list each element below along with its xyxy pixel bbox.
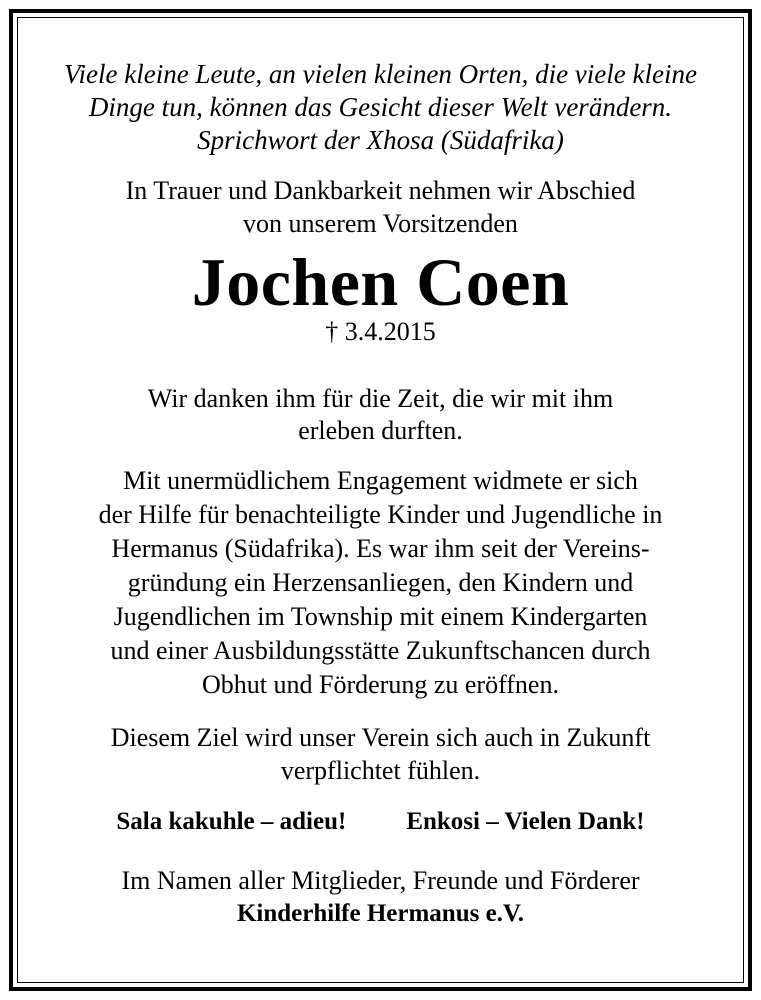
goal-paragraph (30, 721, 731, 787)
body-line: der Hilfe für benachteiligte Kinder und Jugendliche in (98, 500, 663, 529)
farewell-intro (30, 174, 731, 240)
obituary-notice (30, 58, 731, 930)
signoff (30, 864, 731, 930)
farewell-phrases (30, 807, 731, 837)
farewell-right: Enkosi – Vielen Dank! (406, 808, 645, 835)
goal-line: Diesem Ziel wird unser Verein sich auch in Zukunft (110, 723, 651, 752)
intro-line: In Trauer und Dankbarkeit nehmen wir Abschied (125, 176, 636, 205)
deceased-name: Jochen Coen (191, 244, 570, 320)
intro-line: von unserem Vorsitzenden (243, 209, 518, 238)
organization-name: Kinderhilfe Hermanus e.V. (236, 900, 525, 927)
goal-line: verpflichtet fühlen. (280, 756, 481, 785)
body-line: Hermanus (Südafrika). Es war ihm seit der Vereins- (111, 534, 650, 563)
body-line: gründung ein Herzensanliegen, den Kindern und (127, 568, 634, 597)
quote-source: Sprichwort der Xhosa (Südafrika) (197, 125, 564, 155)
body-line: und einer Ausbildungsstätte Zukunftschancen durch (110, 636, 651, 665)
farewell-left: Sala kakuhle – adieu! (116, 808, 347, 835)
death-date: † 3.4.2015 (325, 317, 436, 346)
engagement-paragraph (30, 464, 731, 702)
body-line: Jugendlichen im Township mit einem Kindergarten (113, 602, 648, 631)
body-line: Mit unermüdlichem Engagement widmete er sich (123, 466, 638, 495)
xhosa-proverb-quote (30, 58, 731, 157)
quote-line: Viele kleine Leute, an vielen kleinen Orten, die viele kleine (64, 59, 697, 89)
thanks-paragraph (30, 383, 731, 447)
quote-line: Dinge tun, können das Gesicht dieser Welt verändern. (88, 92, 673, 122)
signoff-line: Im Namen aller Mitglieder, Freunde und Förderer (121, 866, 640, 895)
body-line: Obhut und Förderung zu eröffnen. (202, 670, 559, 699)
thanks-line: Wir danken ihm für die Zeit, die wir mit ihm (147, 384, 614, 413)
thanks-line: erleben durften. (298, 416, 463, 445)
